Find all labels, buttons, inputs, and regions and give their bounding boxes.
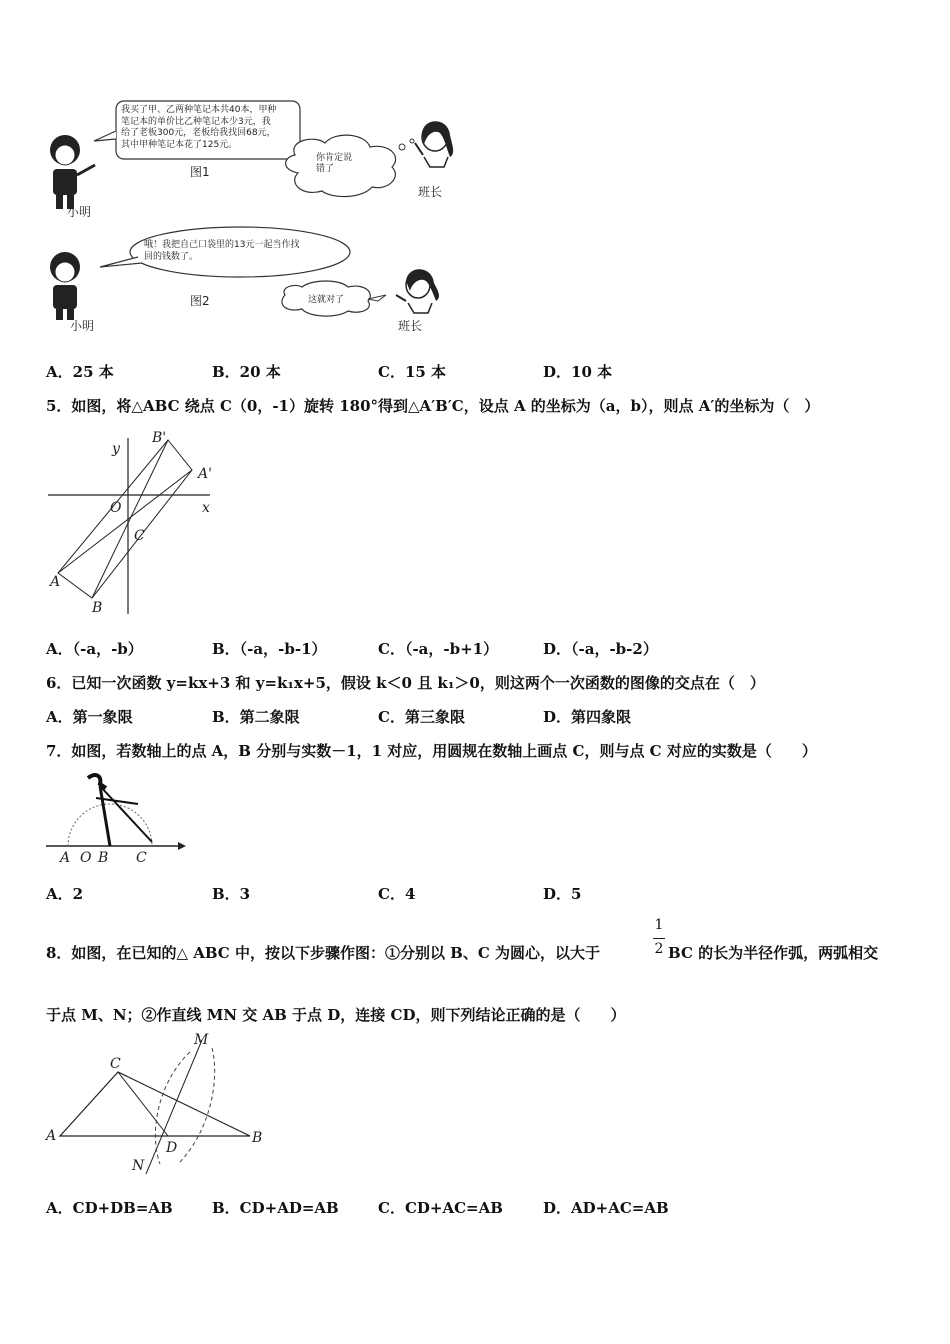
boy-figure-2 <box>50 252 80 320</box>
label-o: O <box>110 500 122 516</box>
girl-figure-1 <box>415 121 453 167</box>
label-m: M <box>194 1032 209 1048</box>
fraction-bar <box>653 938 665 939</box>
speech1-line: 其中甲种笔记本花了125元。 <box>121 139 238 150</box>
boy-figure-1 <box>50 135 95 209</box>
q8-text-c: 于点 M、N；②作直线 MN 交 AB 于点 D，连接 CD，则下列结论正确的是（ ） <box>46 1006 626 1024</box>
label-b-prime: B' <box>152 430 167 446</box>
fig1-caption: 图1 <box>190 165 210 179</box>
q6-option-c[interactable]: C．第三象限 <box>378 708 465 726</box>
q6-text: 6．已知一次函数 y=kx+3 和 y=k₁x+5，假设 k＜0 且 k₁＞0，则这两个一次函数的图像的交点在（ ） <box>46 674 765 692</box>
q8-text-b: BC 的长为半径作弧，两弧相交 <box>668 944 879 962</box>
speech2-line: 哦！我把自己口袋里的13元一起当作找 <box>144 240 300 250</box>
cartoon-figure <box>40 95 470 340</box>
q6-option-a[interactable]: A．第一象限 <box>46 708 133 726</box>
label-n: N <box>132 1158 145 1174</box>
label-a: A <box>46 1128 57 1144</box>
fraction-numerator: 1 <box>654 917 664 933</box>
label-c: C <box>136 850 147 866</box>
label-o: O <box>80 850 92 866</box>
q5-option-c[interactable]: C．（-a，-b+1） <box>378 640 499 658</box>
label-a-prime: A' <box>198 466 212 482</box>
boy-label-2: 小明 <box>70 319 95 333</box>
label-b: B <box>98 850 109 866</box>
speech1-line: 我买了甲、乙两种笔记本共40本，甲种 <box>121 105 277 115</box>
boy-label-1: 小明 <box>67 205 92 219</box>
q7-option-b[interactable]: B．3 <box>212 885 251 903</box>
label-c: C <box>134 528 145 544</box>
reply2-text: 这就对了 <box>308 295 345 305</box>
label-c: C <box>110 1056 121 1072</box>
q5-option-a[interactable]: A．（-a，-b） <box>46 640 143 658</box>
speech2-line: 回的钱数了。 <box>144 251 199 262</box>
girl-figure-2 <box>396 269 439 313</box>
speech1-line: 给了老板300元，老板给我找回68元， <box>121 128 276 138</box>
q8-option-a[interactable]: A．CD+DB=AB <box>46 1199 173 1217</box>
q7-option-c[interactable]: C．4 <box>378 885 416 903</box>
q7-option-d[interactable]: D．5 <box>543 885 582 903</box>
q8-figure <box>40 1030 270 1180</box>
q8-option-d[interactable]: D．AD+AC=AB <box>543 1199 669 1217</box>
q8-text-a: 8．如图，在已知的△ ABC 中，按以下步骤作图：①分别以 B、C 为圆心，以大于 <box>46 944 601 962</box>
q5-option-d[interactable]: D．（-a，-b-2） <box>543 640 658 658</box>
q6-option-b[interactable]: B．第二象限 <box>212 708 300 726</box>
monitor-label-1: 班长 <box>418 185 443 199</box>
q7-text: 7．如图，若数轴上的点 A，B 分别与实数－1，1 对应，用圆规在数轴上画点 C，则与点 C 对应的实数是（ ） <box>46 742 817 760</box>
q7-option-a[interactable]: A．2 <box>46 885 84 903</box>
q8-option-c[interactable]: C．CD+AC=AB <box>378 1199 503 1217</box>
q8-option-b[interactable]: B．CD+AD=AB <box>212 1199 339 1217</box>
label-b: B <box>252 1130 263 1146</box>
label-b: B <box>92 600 103 616</box>
label-a: A <box>50 574 61 590</box>
q5-text: 5．如图，将△ABC 绕点 C（0，-1）旋转 180°得到△A′B′C，设点 A 的坐标为（a，b），则点 A′的坐标为（ ） <box>46 397 820 415</box>
q7-figure <box>40 770 190 866</box>
monitor-label-2: 班长 <box>398 319 423 333</box>
speech1-line: 笔记本的单价比乙种笔记本少3元，我 <box>121 116 271 127</box>
fraction-denominator: 2 <box>654 941 664 957</box>
reply1-line: 错了 <box>316 164 335 174</box>
q4-option-c[interactable]: C．15 本 <box>378 363 447 381</box>
fig2-caption: 图2 <box>190 294 210 308</box>
q4-option-b[interactable]: B．20 本 <box>212 363 281 381</box>
q5-figure <box>40 428 230 620</box>
q4-option-d[interactable]: D．10 本 <box>543 363 613 381</box>
label-d: D <box>166 1140 178 1156</box>
q4-option-a[interactable]: A．25 本 <box>46 363 114 381</box>
reply1-line: 你肯定说 <box>316 153 353 163</box>
label-x: x <box>202 500 210 516</box>
label-a: A <box>60 850 71 866</box>
q5-option-b[interactable]: B．（-a，-b-1） <box>212 640 327 658</box>
q6-option-d[interactable]: D．第四象限 <box>543 708 632 726</box>
label-y: y <box>112 441 120 457</box>
